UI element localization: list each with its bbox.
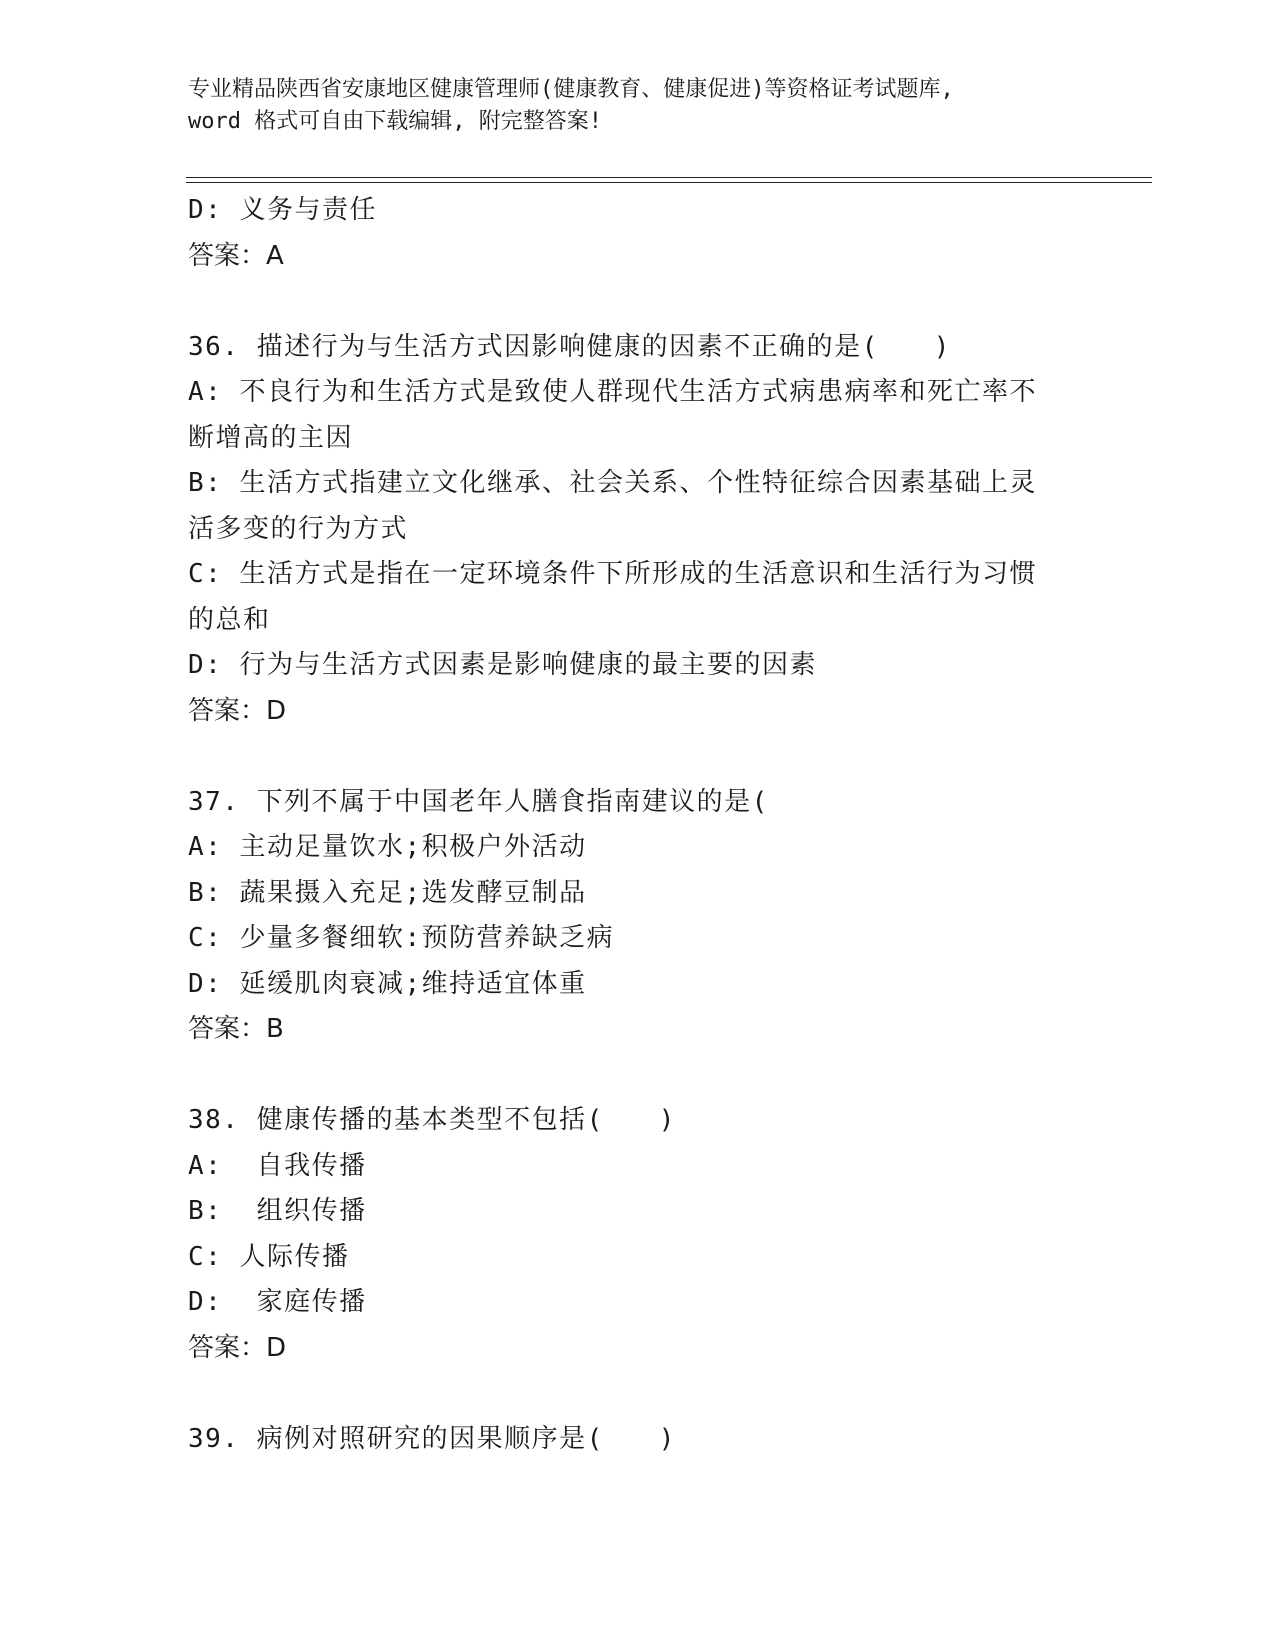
prev-option-d: D: 义务与责任 xyxy=(188,195,377,225)
option-b-continued: 活多变的行为方式 xyxy=(188,513,409,544)
question-stem: 37. 下列不属于中国老年人膳食指南建议的是( xyxy=(188,786,769,817)
header-divider-bottom xyxy=(186,182,1152,183)
spacer xyxy=(188,1053,1088,1099)
header-title-line-2: word 格式可自由下载编辑, 附完整答案! xyxy=(188,109,602,134)
option-b: B: 组织传播 xyxy=(188,1196,367,1226)
option-c-continued: 的总和 xyxy=(188,604,271,635)
question-stem: 38. 健康传播的基本类型不包括( ) xyxy=(188,1105,676,1135)
option-d: D: 延缓肌肉衰减;维持适宜体重 xyxy=(188,968,587,999)
spacer xyxy=(188,279,1088,325)
option-b: B: 蔬果摄入充足;选发酵豆制品 xyxy=(188,877,587,908)
answer: 答案：D xyxy=(188,695,287,726)
header-title-line-1: 专业精品陕西省安康地区健康管理师(健康教育、健康促进)等资格证考试题库, xyxy=(188,77,954,102)
header-divider-top xyxy=(186,177,1152,178)
document-header xyxy=(188,74,1088,138)
question-stem: 36. 描述行为与生活方式因影响健康的因素不正确的是( ) xyxy=(188,331,951,362)
prev-answer: 答案：A xyxy=(188,240,284,271)
option-a-continued: 断增高的主因 xyxy=(188,422,354,453)
question-37 xyxy=(188,780,1088,1053)
question-36 xyxy=(188,325,1088,735)
option-d: D: 行为与生活方式因素是影响健康的最主要的因素 xyxy=(188,650,817,680)
spacer xyxy=(188,734,1088,780)
option-d: D: 家庭传播 xyxy=(188,1287,367,1317)
option-a: A: 自我传播 xyxy=(188,1150,367,1181)
option-a: A: 主动足量饮水;积极户外活动 xyxy=(188,832,587,862)
question-list xyxy=(188,188,1088,1462)
answer: 答案：B xyxy=(188,1014,284,1044)
question-stem: 39. 病例对照研究的因果顺序是( ) xyxy=(188,1423,676,1454)
option-c: C: 人际传播 xyxy=(188,1241,350,1272)
option-c: C: 生活方式是指在一定环境条件下所形成的生活意识和生活行为习惯 xyxy=(188,559,1037,589)
answer: 答案：D xyxy=(188,1332,287,1363)
spacer xyxy=(188,1371,1088,1417)
option-a: A: 不良行为和生活方式是致使人群现代生活方式病患病率和死亡率不 xyxy=(188,377,1037,407)
question-39 xyxy=(188,1417,1088,1463)
question-38 xyxy=(188,1098,1088,1371)
option-b: B: 生活方式指建立文化继承、社会关系、个性特征综合因素基础上灵 xyxy=(188,468,1037,498)
option-c: C: 少量多餐细软:预防营养缺乏病 xyxy=(188,923,615,953)
